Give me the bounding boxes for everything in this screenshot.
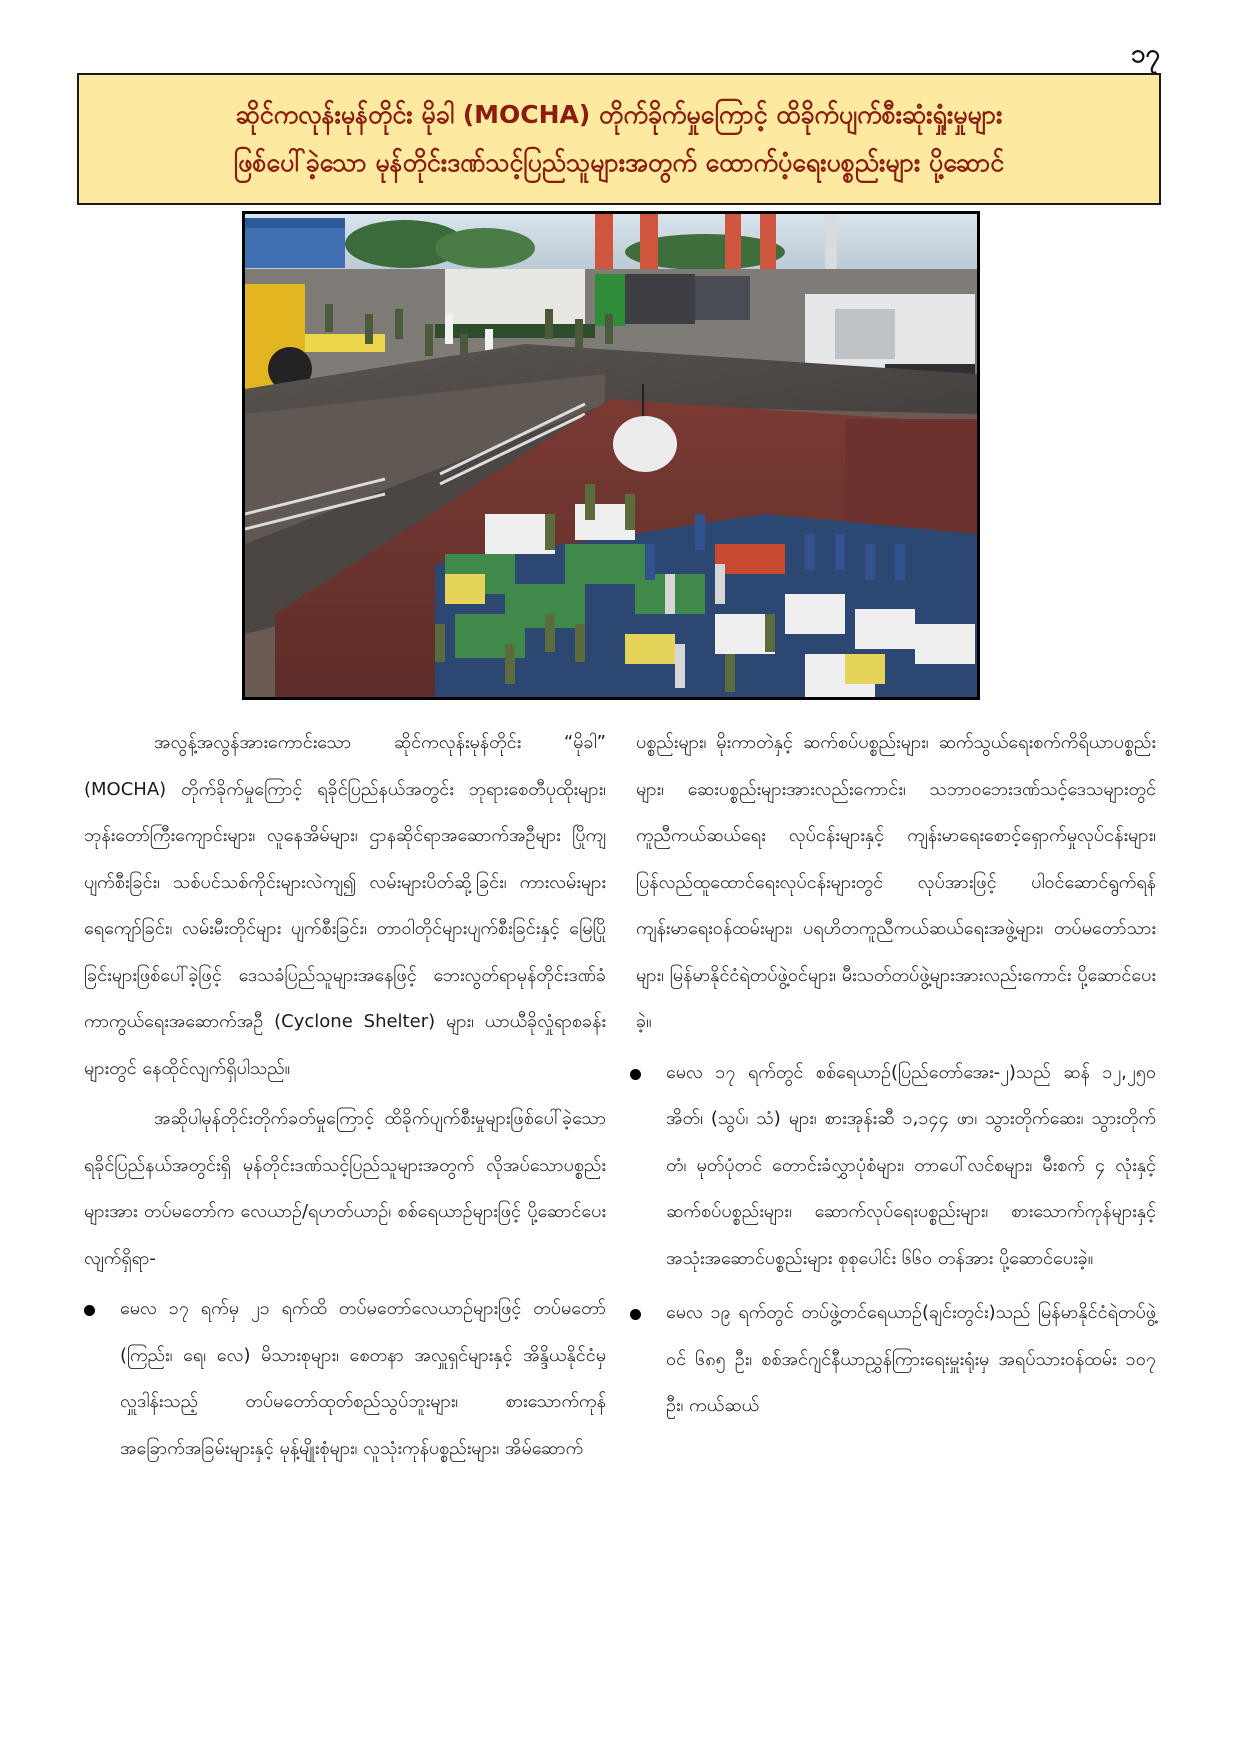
bullet-item	[630, 1050, 1156, 1283]
ship-unloading-photo	[242, 211, 980, 700]
title-line-2: ဖြစ်ပေါ်ခဲ့သော မုန်တိုင်းဒဏ်သင့်ပြည်သူများအတွက် ထောက်ပံ့ရေးပစ္စည်းများ ပို့ဆောင်	[233, 148, 1005, 177]
article-column-left	[84, 720, 606, 1480]
article-paragraph: အလွန့်အလွန်အားကောင်းသော ဆိုင်ကလုန်းမုန်တိုင်း “မိုခါ” (MOCHA) တိုက်ခိုက်မှုကြောင့် ရခိုင်ပြည်နယ်အတွင်း ဘုရားစေတီပုထိုးများ၊ ဘုန်းတော်ကြီးကျောင်းများ၊ လူနေအိမ်များ၊ ဌာနဆိုင်ရာအဆောက်အဦများ ပြိုကျပျက်စီးခြင်း၊ သစ်ပင်သစ်ကိုင်းများလဲကျ၍ လမ်းများပိတ်ဆို့ခြင်း၊ ကားလမ်းများရေကျော်ခြင်း၊ လမ်းမီးတိုင်များ ပျက်စီးခြင်း၊ တာဝါတိုင်များပျက်စီးခြင်းနှင့် မြေပြိုခြင်းများဖြစ်ပေါ်ခဲ့ဖြင့် ဒေသခံပြည်သူများအနေဖြင့် ဘေးလွတ်ရာမုန်တိုင်းဒဏ်ခံ ကာကွယ်ရေးအဆောက်အဦ (Cyclone Shelter) များ၊ ယာယီခိုလှုံရာစခန်းများတွင် နေထိုင်လျက်ရှိပါသည်။	[84, 732, 606, 1079]
bullet-icon	[630, 1309, 641, 1320]
article-column-right	[636, 720, 1156, 1438]
bullet-continuation: ပစ္စည်းများ၊ မိုးကာတဲနှင့် ဆက်စပ်ပစ္စည်းများ၊ ဆက်သွယ်ရေးစက်ကိရိယာပစ္စည်းများ၊ ဆေးပစ္စည်းများအားလည်းကောင်း၊ သဘာဝဘေးဒဏ်သင့်ဒေသများတွင် ကူညီကယ်ဆယ်ရေး လုပ်ငန်းများနှင့် ကျန်းမာရေးစောင့်ရှောက်မှုလုပ်ငန်းများ၊ ပြန်လည်ထူထောင်ရေးလုပ်ငန်းများတွင် လုပ်အားဖြင့် ပါဝင်ဆောင်ရွက်ရန် ကျန်းမာရေးဝန်ထမ်းများ၊ ပရဟိတကူညီကယ်ဆယ်ရေးအဖွဲ့များ၊ တပ်မတော်သားများ၊ မြန်မာနိုင်ငံရဲတပ်ဖွဲ့ဝင်များ၊ မီးသတ်တပ်ဖွဲ့များအားလည်းကောင်း ပို့ဆောင်ပေးခဲ့။	[636, 732, 1156, 1032]
bullet-item	[84, 1286, 606, 1472]
title-banner	[77, 73, 1161, 205]
title-line-1: ဆိုင်ကလုန်းမုန်တိုင်း မိုခါ (MOCHA) တိုက်ခိုက်မှုကြောင့် ထိခိုက်ပျက်စီးဆုံးရှုံးမှုများ	[235, 100, 1003, 129]
bullet-text: မေလ ၁၇ ရက်တွင် စစ်ရေယာဉ်(ပြည်တော်အေး-၂)သည် ဆန် ၁၂,၂၅၀ အိတ်၊ (သွပ်၊ သံ) များ၊ စားအုန်းဆီ ၁,၁၄၄ ဖာ၊ သွားတိုက်ဆေး၊ သွားတိုက်တံ၊ မုတ်ပုံတင် တောင်းခံလွှာပုံစံများ၊ တာပေါ်လင်စများ၊ မီးစက် ၄ လုံးနှင့် ဆက်စပ်ပစ္စည်းများ၊ ဆောက်လုပ်ရေးပစ္စည်းများ၊ စားသောက်ကုန်များနှင့် အသုံးအဆောင်ပစ္စည်းများ စုစုပေါင်း ၆၆၀ တန်အား ပို့ဆောင်ပေးခဲ့။	[666, 1061, 1156, 1269]
bullet-text: မေလ ၁၇ ရက်မှ ၂၁ ရက်ထိ တပ်မတော်လေယာဉ်များဖြင့် တပ်မတော် (ကြည်း၊ ရေ၊ လေ) မိသားစုများ၊ စေတနာ အလှူရှင်များနှင့် အိန္ဒိယနိုင်ငံမှလှူဒါန်းသည့် တပ်မတော်ထုတ်စည်သွပ်ဘူးများ၊ စားသောက်ကုန်အခြောက်အခြမ်းများနှင့် မုန့်မျိုးစုံများ၊ လူသုံးကုန်ပစ္စည်းများ၊ အိမ်ဆောက်	[120, 1298, 606, 1459]
bullet-item	[630, 1290, 1156, 1430]
page-number: ၁၇	[1130, 39, 1160, 69]
bullet-icon	[630, 1069, 641, 1080]
photo-illustration	[245, 214, 977, 697]
bullet-text: မေလ ၁၉ ရက်တွင် တပ်ဖွဲ့တင်ရေယာဉ်(ချင်းတွင်း)သည် မြန်မာနိုင်ငံရဲတပ်ဖွဲ့ဝင် ၆၈၅ ဦး၊ စစ်အင်ဂျင်နီယာညွှန်ကြားရေးမှူးရုံးမှ အရပ်သားဝန်ထမ်း ၁၀၇ ဦး၊ ကယ်ဆယ်	[666, 1302, 1156, 1416]
bullet-icon	[84, 1305, 95, 1316]
article-paragraph: အဆိုပါမုန်တိုင်းတိုက်ခတ်မှုကြောင့် ထိခိုက်ပျက်စီးမှုများဖြစ်ပေါ်ခဲ့သော ရခိုင်ပြည်နယ်အတွင်းရှိ မုန်တိုင်းဒဏ်သင့်ပြည်သူများအတွက် လိုအပ်သောပစ္စည်းများအား တပ်မတော်က လေယာဉ်/ရဟတ်ယာဉ်၊ စစ်ရေယာဉ်များဖြင့် ပို့ဆောင်ပေးလျက်ရှိရာ-	[84, 1108, 606, 1269]
